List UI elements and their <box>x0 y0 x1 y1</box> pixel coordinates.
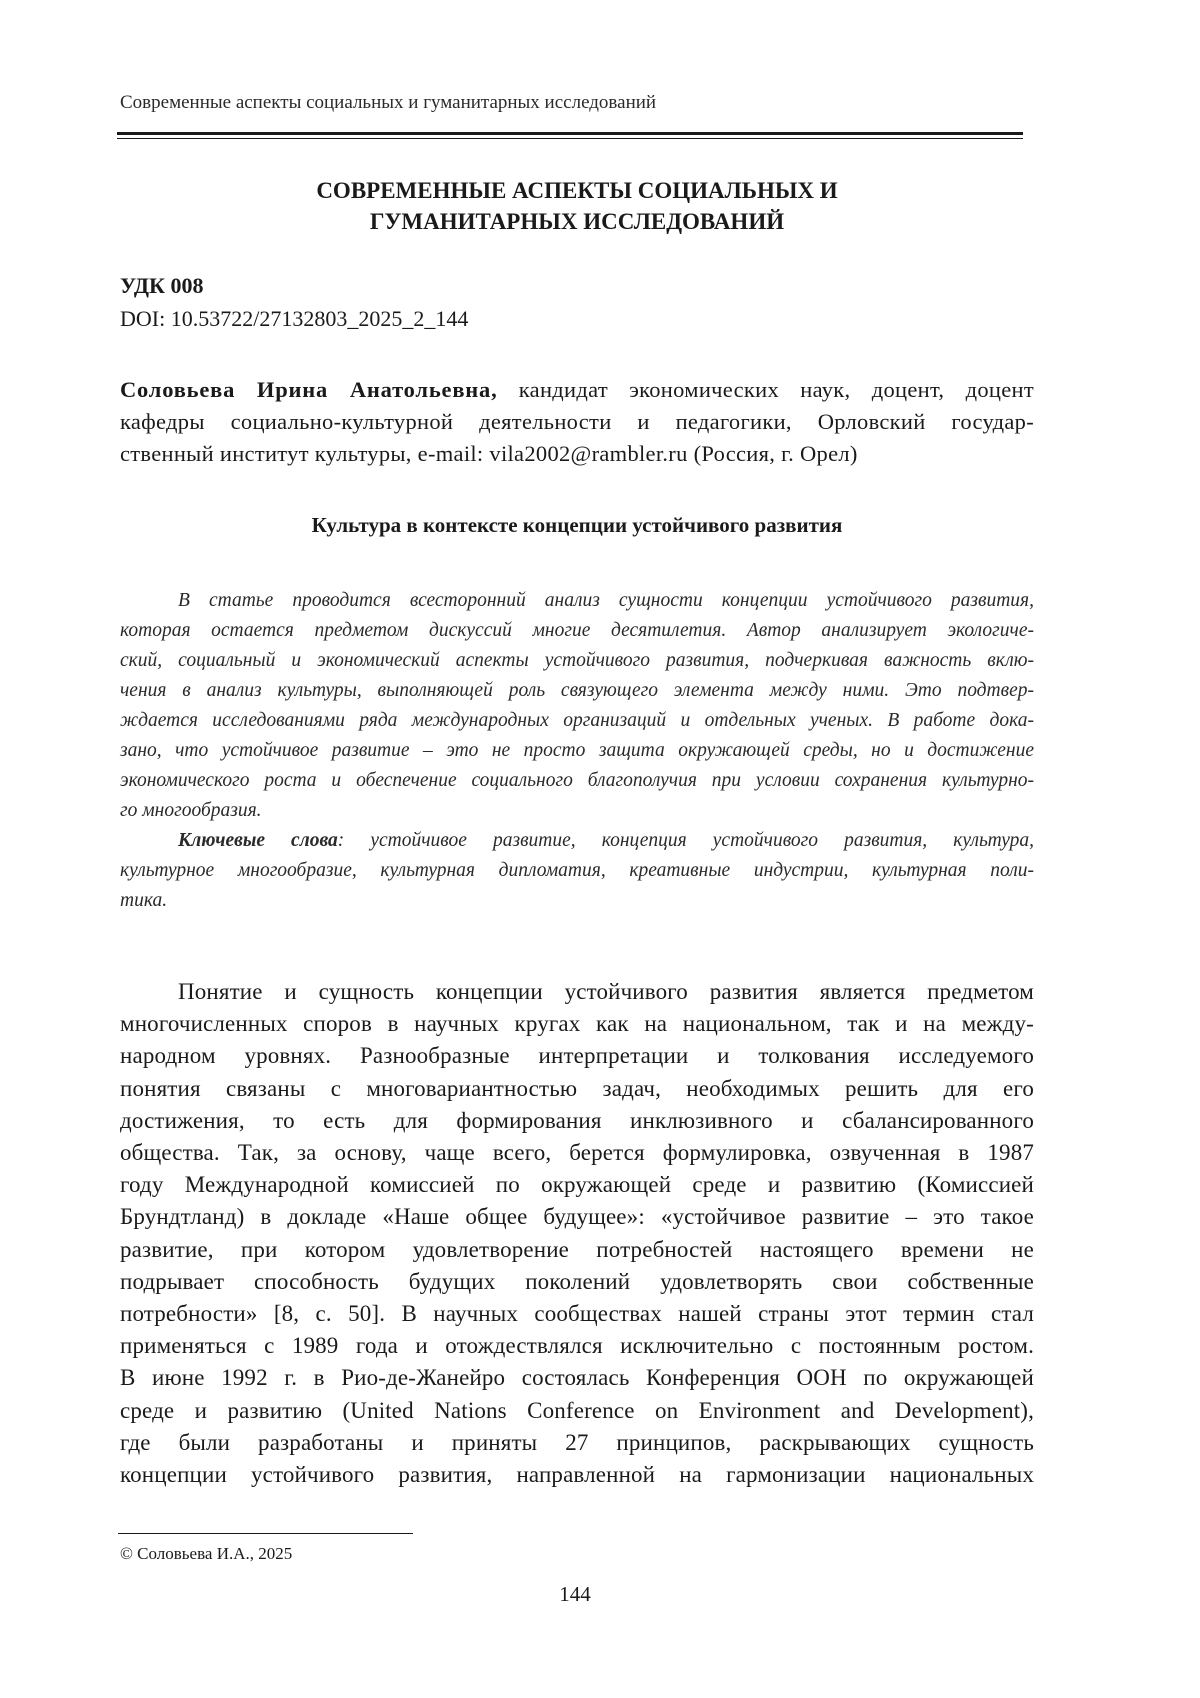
author-line: ственный институт культуры, e-mail: vila2002@rambler.ru (Россия, г. Орел) <box>120 441 858 466</box>
abstract-line: зано, что устойчивое развитие – это не просто защита окружающей среды, но и достижение <box>120 740 1034 761</box>
section-title <box>120 175 1034 237</box>
body-text <box>120 976 1034 1491</box>
abstract-line: которая остается предметом дискуссий многие десятилетия. Автор анализирует экологиче- <box>120 620 1034 641</box>
running-header: Современные аспекты социальных и гуманитарных исследований <box>120 92 657 113</box>
author-line: кафедры социально-культурной деятельности и педагогики, Орловский государ- <box>120 409 1034 434</box>
body-line: многочисленных споров в научных кругах как на национальном, так и на между- <box>120 1011 1034 1037</box>
keywords-line: тика. <box>120 890 168 911</box>
abstract <box>120 586 1034 916</box>
body-line: где были разработаны и приняты 27 принципов, раскрывающих сущность <box>120 1429 1034 1455</box>
author-affiliation: кандидат экономических наук, доцент, доцент <box>497 377 1034 402</box>
author-line <box>120 374 1034 406</box>
body-line: Брундтланд) в докладе «Наше общее будущее»: «устойчивое развитие – это такое <box>120 1204 1034 1230</box>
abstract-line: В статье проводится всесторонний анализ сущности концепции устойчивого развития, <box>178 590 1034 611</box>
keywords-label: Ключевые слова <box>178 830 338 851</box>
article-title: Культура в контексте концепции устойчивого развития <box>311 513 843 537</box>
body-line: среде и развитию (United Nations Conference on Environment and Development), <box>120 1397 1034 1423</box>
footnote-rule <box>118 1533 413 1534</box>
copyright-footnote: © Соловьева И.А., 2025 <box>120 1544 293 1563</box>
body-line: достижения, то есть для формирования инклюзивного и сбалансированного <box>120 1107 1034 1133</box>
doi: DOI: 10.53722/27132803_2025_2_144 <box>120 306 469 331</box>
header-rule-thick <box>117 132 1023 135</box>
header-rule-thin <box>117 138 1023 139</box>
body-line: концепции устойчивого развития, направленной на гармонизации национальных <box>120 1462 1034 1488</box>
author-name: Соловьева Ирина Анатольевна, <box>120 377 498 402</box>
section-title-line: ГУМАНИТАРНЫХ ИССЛЕДОВАНИЙ <box>369 209 785 234</box>
abstract-line: ждается исследованиями ряда международных организаций и отдельных ученых. В работе дока- <box>120 710 1034 731</box>
body-line: потребности» [8, с. 50]. В научных сообществах нашей страны этот термин стал <box>120 1301 1034 1327</box>
body-line: В июне 1992 г. в Рио-де-Жанейро состоялась Конференция ООН по окружающей <box>120 1365 1034 1391</box>
keywords-text: : устойчивое развитие, концепция устойчивого развития, культура, <box>337 830 1034 851</box>
keywords-line <box>120 826 1034 856</box>
page-number: 144 <box>559 1582 591 1606</box>
abstract-line: экономического роста и обеспечение социального благополучия при условии сохранения культурно- <box>120 770 1034 791</box>
abstract-line: ский, социальный и экономический аспекты устойчивого развития, подчеркивая важность вклю- <box>120 650 1034 671</box>
section-title-line: СОВРЕМЕННЫЕ АСПЕКТЫ СОЦИАЛЬНЫХ И <box>316 178 838 203</box>
body-line: применяться с 1989 года и отождествлялся исключительно с постоянным ростом. <box>120 1333 1034 1359</box>
author-block <box>120 374 1034 470</box>
abstract-line: го многообразия. <box>120 800 262 821</box>
body-line: году Международной комиссией по окружающей среде и развитию (Комиссией <box>120 1172 1034 1198</box>
udk-code: УДК 008 <box>120 273 204 298</box>
body-line: Понятие и сущность концепции устойчивого развития является предметом <box>178 979 1034 1004</box>
body-line: общества. Так, за основу, чаще всего, берется формулировка, озвученная в 1987 <box>120 1140 1034 1166</box>
body-line: подрывает способность будущих поколений удовлетворять свои собственные <box>120 1268 1034 1294</box>
abstract-line: чения в анализ культуры, выполняющей роль связующего элемента между ними. Это подтвер- <box>120 680 1034 701</box>
body-line: понятия связаны с многовариантностью задач, необходимых решить для его <box>120 1075 1034 1101</box>
keywords-line: культурное многообразие, культурная дипломатия, креативные индустрии, культурная поли- <box>120 860 1034 881</box>
body-line: народном уровнях. Разнообразные интерпретации и толкования исследуемого <box>120 1043 1034 1069</box>
body-line: развитие, при котором удовлетворение потребностей настоящего времени не <box>120 1236 1034 1262</box>
